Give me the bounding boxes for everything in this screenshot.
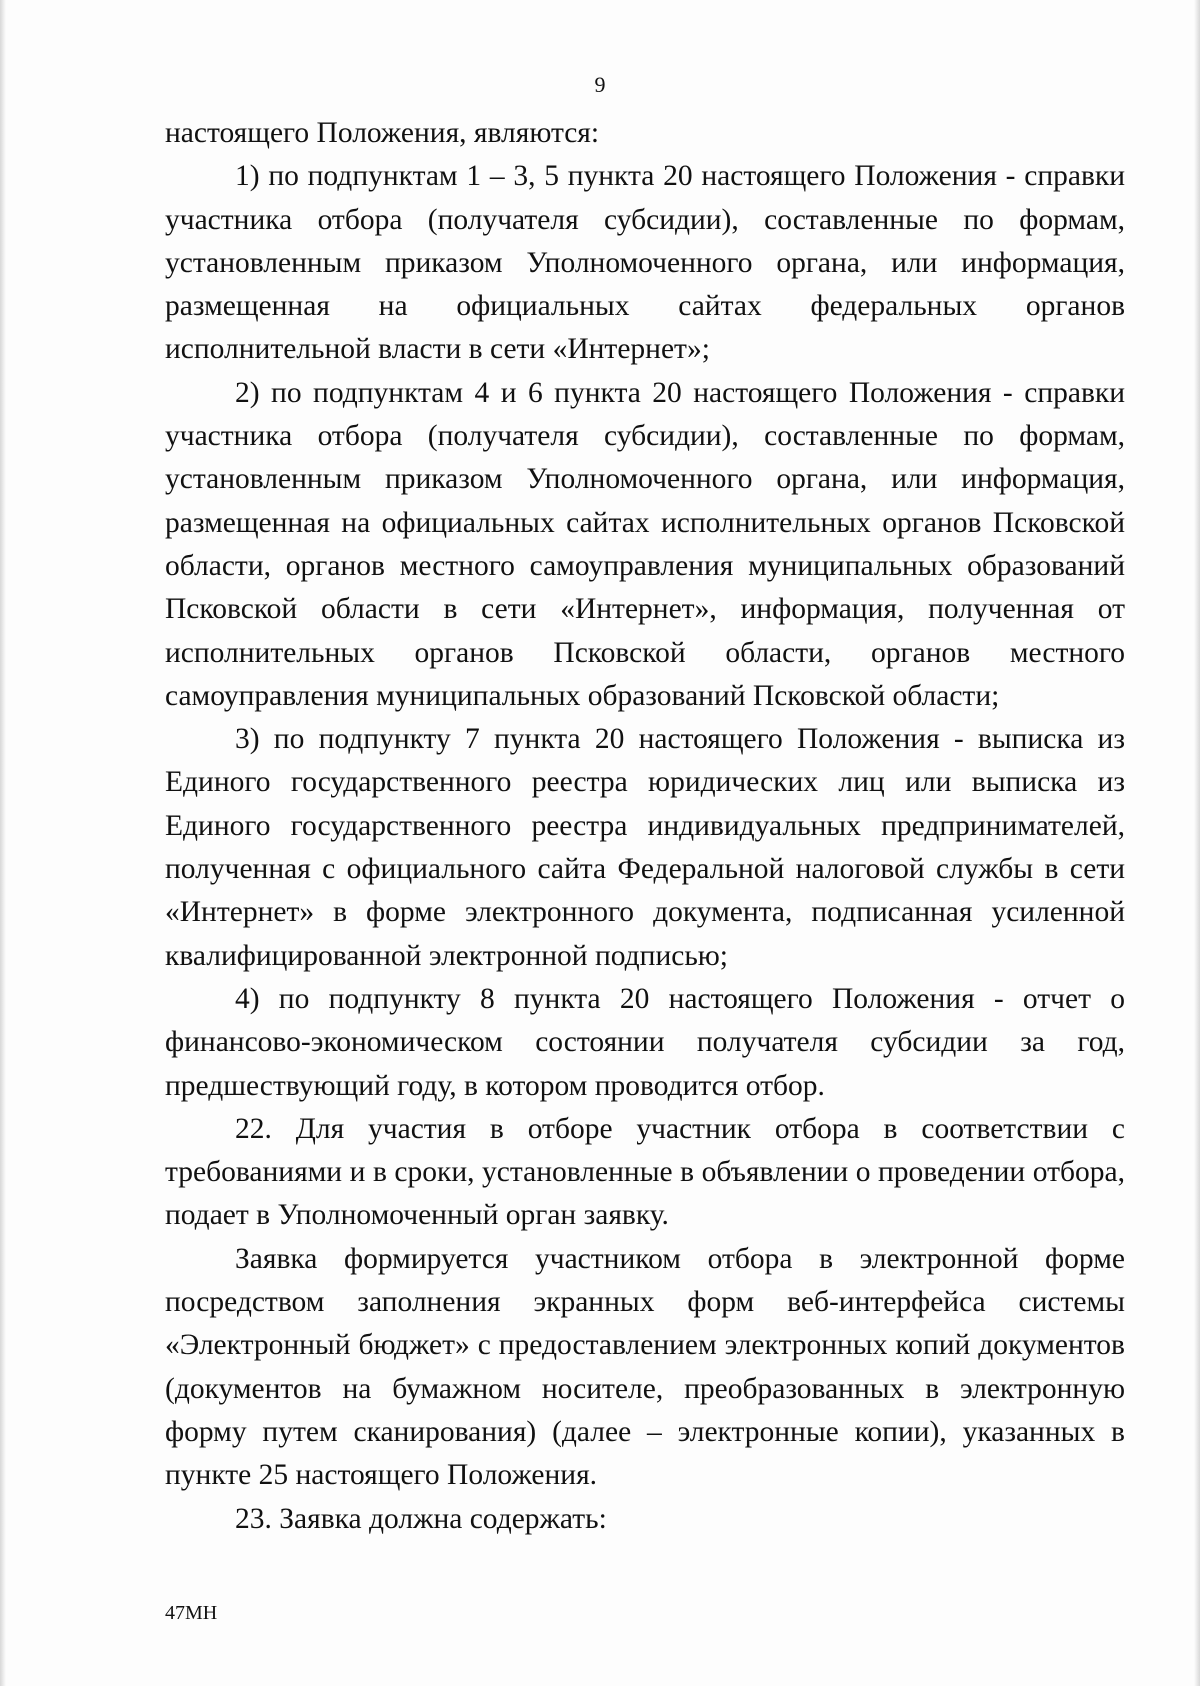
footer-code: 47МН (165, 1602, 218, 1624)
paragraph-item-1: 1) по подпунктам 1 – 3, 5 пункта 20 настоящего Положения - справки участника отбора (получателя субсидии), составленные по формам, установленным приказом Уполномоченного органа, или информация, размещенная на официальных сайтах федеральных органов исполнительной власти в сети «Интернет»; (165, 160, 1125, 366)
page-number: 9 (594, 72, 606, 97)
scan-edge-left (0, 0, 6, 1686)
scan-edge-right (1194, 0, 1200, 1686)
paragraph-22: 22. Для участия в отборе участник отбора в соответствии с требованиями и в сроки, установленные в объявлении о проведении отбора, подает в Уполномоченный орган заявку. (165, 1112, 1125, 1232)
paragraph-continuation: настоящего Положения, являются: (165, 117, 600, 149)
paragraph-item-4: 4) по подпункту 8 пункта 20 настоящего Положения - отчет о финансово-экономическом состоянии получателя субсидии за год, предшествующий году, в котором проводится отбор. (165, 982, 1125, 1102)
document-body (165, 112, 1125, 1541)
paragraph-23: 23. Заявка должна содержать: (235, 1502, 607, 1535)
paragraph-item-3: 3) по подпункту 7 пункта 20 настоящего Положения - выписка из Единого государственного реестра юридических лиц или выписка из Единого государственного реестра индивидуальных предпринимателей, полученная с официального сайта Федеральной налоговой службы в сети «Интернет» в форме электронного документа, подписанная усиленной квалифицированной электронной подписью; (165, 723, 1125, 972)
paragraph-item-2: 2) по подпунктам 4 и 6 пункта 20 настоящего Положения - справки участника отбора (получателя субсидии), составленные по формам, установленным приказом Уполномоченного органа, или информация, размещенная на официальных сайтах исполнительных органов Псковской области, органов местного самоуправления муниципальных образований Псковской области в сети «Интернет», информация, полученная от исполнительных органов Псковской области, органов местного самоуправления муниципальных образований Псковской области; (165, 376, 1125, 712)
paragraph-application-form: Заявка формируется участником отбора в электронной форме посредством заполнения экранных форм веб-интерфейса системы «Электронный бюджет» с предоставлением электронных копий документов (документов на бумажном носителе, преобразованных в электронную форму путем сканирования) (далее – электронные копии), указанных в пункте 25 настоящего Положения. (165, 1242, 1125, 1492)
